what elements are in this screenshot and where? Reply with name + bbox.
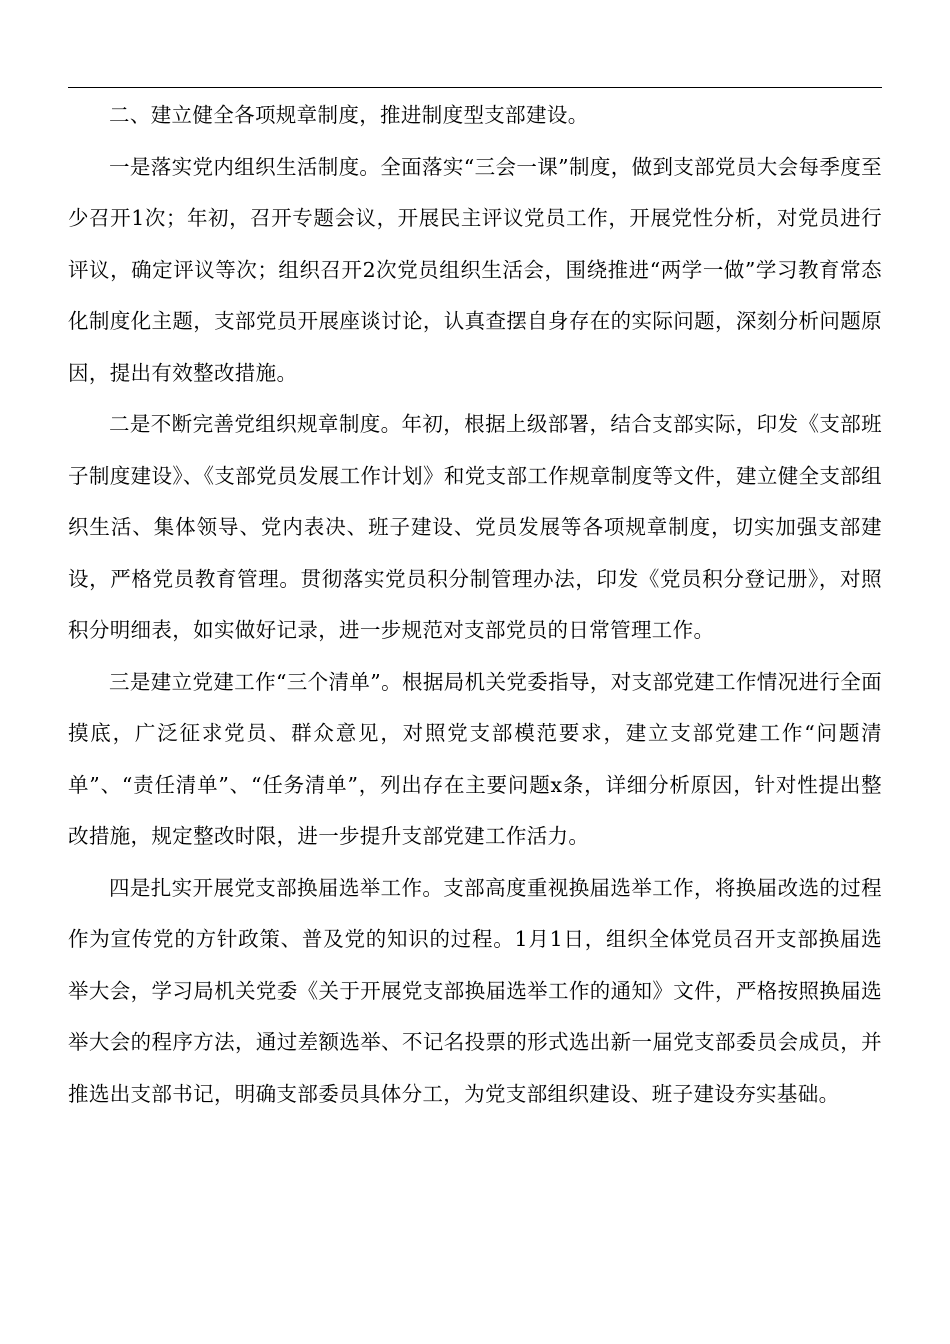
section-heading: 二、建立健全各项规章制度，推进制度型支部建设。: [109, 103, 589, 127]
paragraph-4: 四是扎实开展党支部换届选举工作。支部高度重视换届选举工作，将换届改选的过程作为宣传党的方针政策、普及党的知识的过程。1月1日，组织全体党员召开支部换届选举大会，学习局机关党委《关于开展党支部换届选举工作的通知》文件，严格按照换届选举大会的程序方法，通过差额选举、不记名投票的形式选出新一届党支部委员会成员，并推选出支部书记，明确支部委员具体分工，为党支部组织建设、班子建设夯实基础。: [68, 875, 882, 1106]
paragraph-3: 三是建立党建工作“三个清单”。根据局机关党委指导，对支部党建工作情况进行全面摸底，广泛征求党员、群众意见，对照党支部模范要求，建立支部党建工作“问题清单”、“责任清单”、“任务清单”，列出存在主要问题x条，详细分析原因，针对性提出整改措施，规定整改时限，进一步提升支部党建工作活力。: [68, 669, 882, 848]
paragraph-1: 一是落实党内组织生活制度。全面落实“三会一课”制度，做到支部党员大会每季度至少召开1次；年初，召开专题会议，开展民主评议党员工作，开展党性分析，对党员进行评议，确定评议等次；组织召开2次党员组织生活会，围绕推进“两学一做”学习教育常态化制度化主题，支部党员开展座谈讨论，认真查摆自身存在的实际问题，深刻分析问题原因，提出有效整改措施。: [68, 154, 882, 385]
document-body: [68, 90, 882, 1120]
header-rule: [68, 87, 882, 88]
paragraph-2: 二是不断完善党组织规章制度。年初，根据上级部署，结合支部实际，印发《支部班子制度建设》、《支部党员发展工作计划》和党支部工作规章制度等文件，建立健全支部组织生活、集体领导、党内表决、班子建设、党员发展等各项规章制度，切实加强支部建设，严格党员教育管理。贯彻落实党员积分制管理办法，印发《党员积分登记册》，对照积分明细表，如实做好记录，进一步规范对支部党员的日常管理工作。: [68, 412, 882, 642]
